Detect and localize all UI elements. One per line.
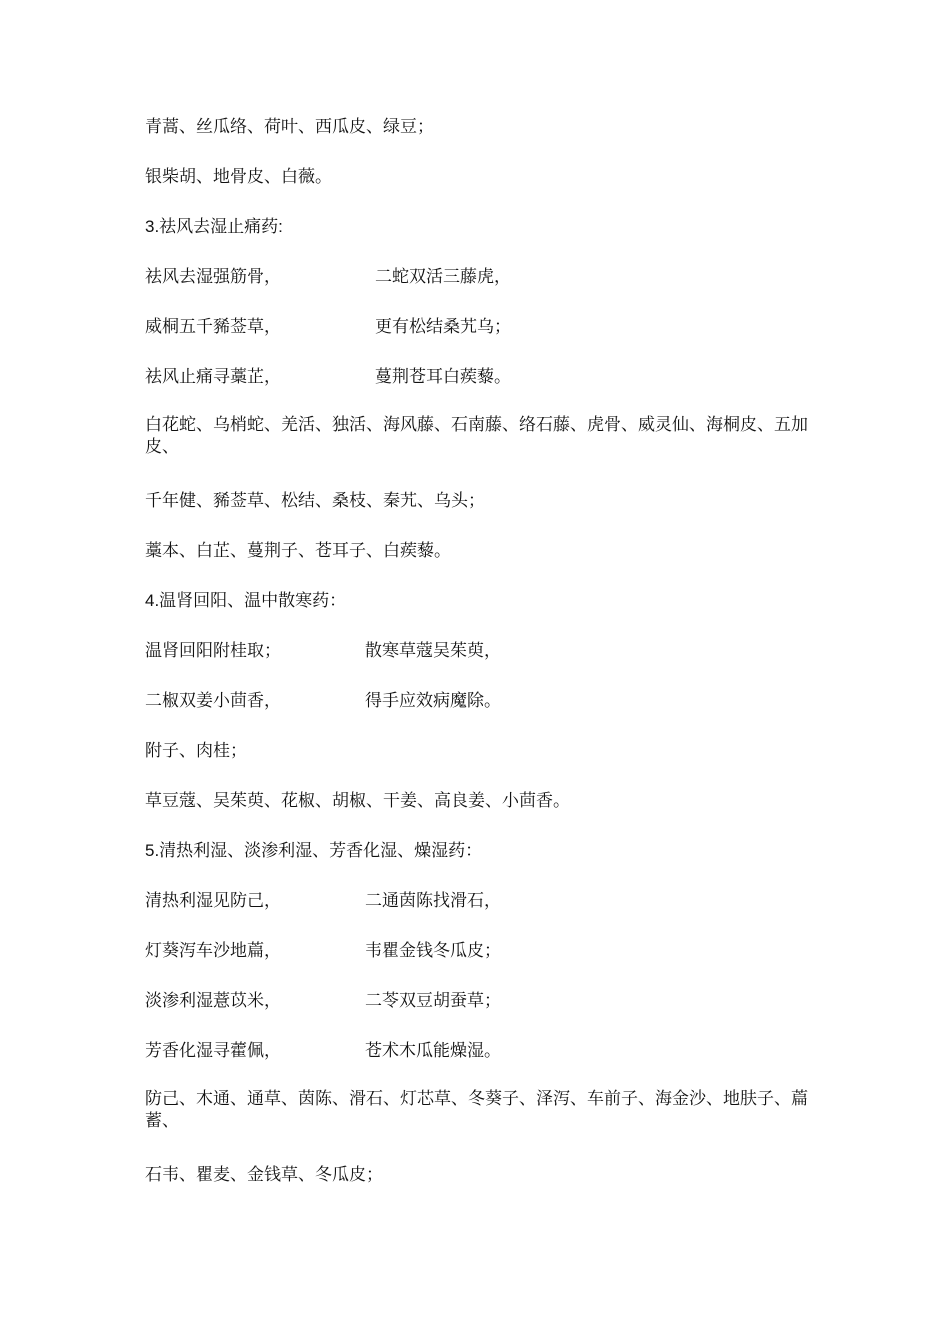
verse-line <box>145 640 815 662</box>
paragraph: 附子、肉桂； <box>145 741 247 761</box>
verse-right: 散寒草蔻吴茱萸， <box>365 641 501 661</box>
verse-left: 祛风止痛寻藁芷， <box>145 367 281 387</box>
verse-line <box>145 316 815 338</box>
verse-right: 二苓双豆胡蚕草； <box>365 991 501 1011</box>
paragraph: 防己、木通、通草、茵陈、滑石、灯芯草、冬葵子、泽泻、车前子、海金沙、地肤子、萹蓄、 <box>145 1089 808 1131</box>
verse-line <box>145 940 815 962</box>
paragraph: 石韦、瞿麦、金钱草、冬瓜皮； <box>145 1165 383 1185</box>
verse-left: 淡渗利湿薏苡米， <box>145 991 281 1011</box>
paragraph: 青蒿、丝瓜络、荷叶、西瓜皮、绿豆； <box>145 117 434 137</box>
verse-line <box>145 690 815 712</box>
verse-left: 芳香化湿寻藿佩， <box>145 1041 281 1061</box>
section-heading-5: 5.清热利湿、淡渗利湿、芳香化湿、燥湿药： <box>145 841 483 860</box>
verse-right: 更有松结桑艽乌； <box>375 317 511 337</box>
section-heading-3: 3.祛风去湿止痛药: <box>145 217 283 236</box>
verse-line <box>145 1040 815 1062</box>
paragraph: 千年健、豨莶草、松结、桑枝、秦艽、乌头； <box>145 491 485 511</box>
verse-right: 二通茵陈找滑石， <box>365 891 501 911</box>
verse-left: 二椒双姜小茴香， <box>145 691 281 711</box>
paragraph: 草豆蔻、吴茱萸、花椒、胡椒、干姜、高良姜、小茴香。 <box>145 791 570 811</box>
paragraph: 白花蛇、乌梢蛇、羌活、独活、海风藤、石南藤、络石藤、虎骨、威灵仙、海桐皮、五加皮、 <box>145 415 808 457</box>
paragraph: 银柴胡、地骨皮、白薇。 <box>145 167 332 187</box>
paragraph: 藁本、白芷、蔓荆子、苍耳子、白蒺藜。 <box>145 541 451 561</box>
verse-left: 灯葵泻车沙地萹， <box>145 941 281 961</box>
verse-right: 韦瞿金钱冬瓜皮； <box>365 941 501 961</box>
section-heading-4: 4.温肾回阳、温中散寒药： <box>145 591 347 610</box>
verse-right: 二蛇双活三藤虎， <box>375 267 511 287</box>
verse-right: 蔓荆苍耳白蒺藜。 <box>375 367 511 387</box>
verse-left: 祛风去湿强筋骨， <box>145 267 281 287</box>
verse-line <box>145 890 815 912</box>
verse-left: 温肾回阳附桂取； <box>145 641 281 661</box>
verse-line <box>145 990 815 1012</box>
verse-right: 得手应效病魔除。 <box>365 691 501 711</box>
verse-line <box>145 366 815 388</box>
verse-line <box>145 266 815 288</box>
verse-left: 威桐五千豨莶草， <box>145 317 281 337</box>
verse-right: 苍术木瓜能燥湿。 <box>365 1041 501 1061</box>
verse-left: 清热利湿见防己， <box>145 891 281 911</box>
